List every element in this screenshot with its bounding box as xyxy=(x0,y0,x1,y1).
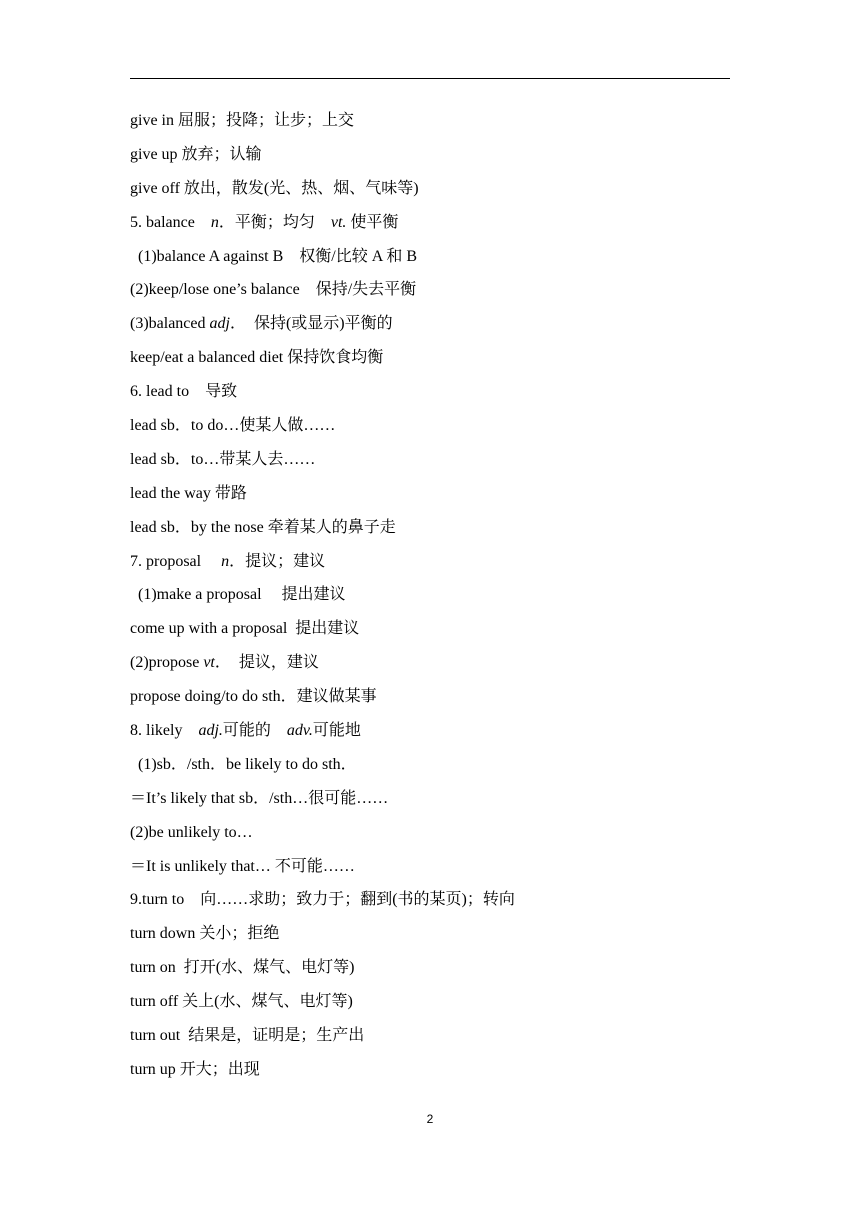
text-segment: ＝It’s likely that sb．/sth…很可能…… xyxy=(130,789,389,807)
text-segment: 可能地 xyxy=(312,722,361,740)
part-of-speech: n xyxy=(210,213,219,231)
text-line xyxy=(130,886,730,920)
text-segment: ．提议；建议 xyxy=(229,552,326,570)
part-of-speech: adv. xyxy=(286,722,313,740)
text-segment: 9.turn to 向……求助；致力于；翻到(书的某页)；转向 xyxy=(130,891,515,909)
text-line xyxy=(130,785,730,819)
text-line xyxy=(130,649,730,683)
text-line xyxy=(130,480,730,514)
text-line xyxy=(130,446,730,480)
text-segment: ． 提议，建议 xyxy=(214,654,319,672)
text-segment: propose doing/to do sth．建议做某事 xyxy=(130,688,377,706)
text-segment: (2)be unlikely to… xyxy=(130,823,253,841)
text-segment: 可能的 xyxy=(222,722,287,740)
text-line xyxy=(130,107,730,141)
text-line xyxy=(130,717,730,751)
text-segment: 7. proposal xyxy=(130,552,222,570)
text-segment: give up 放弃；认输 xyxy=(130,145,262,163)
text-segment: come up with a proposal 提出建议 xyxy=(130,620,360,638)
text-line xyxy=(130,276,730,310)
text-segment: (3)balanced xyxy=(130,315,210,333)
text-line xyxy=(130,988,730,1022)
text-line xyxy=(130,310,730,344)
part-of-speech: vt. xyxy=(330,213,347,231)
text-line xyxy=(130,954,730,988)
text-segment: lead sb．by the nose 牵着某人的鼻子走 xyxy=(130,518,396,536)
text-segment: turn off 关上(水、煤气、电灯等) xyxy=(130,993,353,1011)
text-line xyxy=(130,1022,730,1056)
part-of-speech: vt xyxy=(203,654,215,672)
part-of-speech: adj xyxy=(209,315,230,333)
text-segment: 6. lead to 导致 xyxy=(130,383,238,401)
text-segment: turn on 打开(水、煤气、电灯等) xyxy=(130,959,355,977)
text-line xyxy=(130,514,730,548)
text-segment: 5. balance xyxy=(130,213,211,231)
text-line xyxy=(130,853,730,887)
text-line xyxy=(130,751,730,785)
text-segment: lead sb．to do…使某人做…… xyxy=(130,417,336,435)
text-segment: lead the way 带路 xyxy=(130,484,247,502)
text-segment: turn down 关小；拒绝 xyxy=(130,925,280,943)
text-segment: give in 屈服；投降；让步；上交 xyxy=(130,112,354,129)
text-segment: (1)balance A against B 权衡/比较 A 和 B xyxy=(130,247,418,265)
text-line xyxy=(130,581,730,615)
text-line xyxy=(130,920,730,954)
text-line xyxy=(130,378,730,412)
text-segment: (2)propose xyxy=(130,654,204,672)
header-rule xyxy=(130,78,730,79)
text-segment: (2)keep/lose one’s balance 保持/失去平衡 xyxy=(130,281,417,299)
text-line xyxy=(130,209,730,243)
text-line xyxy=(130,141,730,175)
part-of-speech: n xyxy=(221,552,230,570)
text-line xyxy=(130,615,730,649)
part-of-speech: adj. xyxy=(198,722,223,740)
text-line xyxy=(130,344,730,378)
text-segment: ． 保持(或显示)平衡的 xyxy=(229,315,393,333)
text-line xyxy=(130,243,730,277)
text-segment: keep/eat a balanced diet 保持饮食均衡 xyxy=(130,349,384,367)
text-segment: turn out 结果是，证明是；生产出 xyxy=(130,1027,365,1045)
text-line xyxy=(130,1056,730,1090)
text-segment: lead sb．to…带某人去…… xyxy=(130,450,316,468)
text-line xyxy=(130,548,730,582)
text-line xyxy=(130,683,730,717)
text-segment: 使平衡 xyxy=(346,213,399,231)
text-segment: ＝It is unlikely that… 不可能…… xyxy=(130,857,355,875)
page-number: 2 xyxy=(426,1112,434,1126)
text-segment: turn up 开大；出现 xyxy=(130,1060,260,1078)
text-segment: (1)make a proposal 提出建议 xyxy=(130,586,346,604)
text-line xyxy=(130,175,730,209)
text-segment: (1)sb．/sth．be likely to do sth． xyxy=(130,755,357,773)
text-segment: give off 放出，散发(光、热、烟、气味等) xyxy=(130,179,419,197)
text-segment: 8. likely xyxy=(130,722,199,740)
document-body xyxy=(130,107,730,1090)
text-segment: ．平衡；均匀 xyxy=(218,213,331,231)
text-line xyxy=(130,412,730,446)
text-line xyxy=(130,819,730,853)
